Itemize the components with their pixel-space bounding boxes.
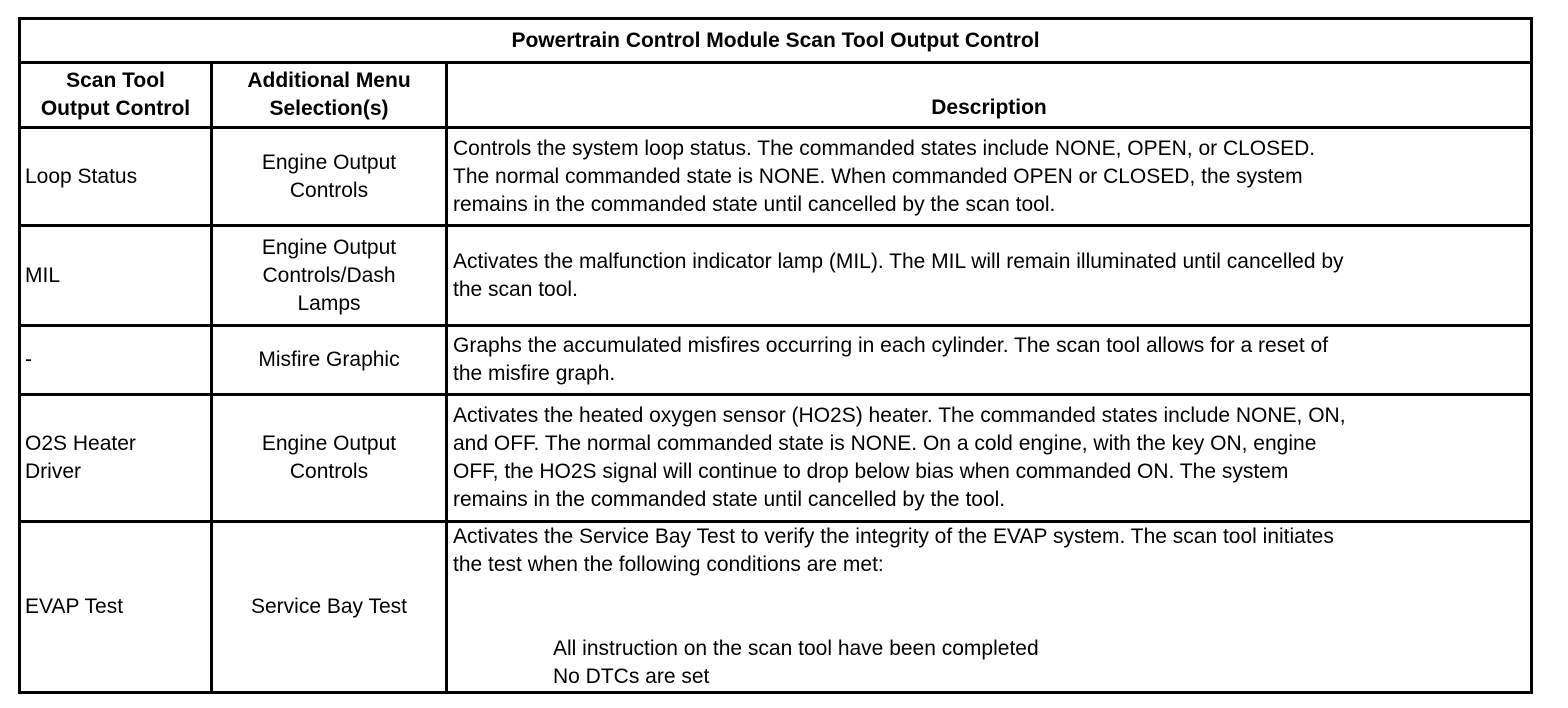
table-row bbox=[20, 326, 1532, 395]
description-cell: Activates the heated oxygen sensor (HO2S) heater. The commanded states include NONE, ON, and OFF. The normal commanded state is NONE. On a cold engine, with the key ON, engine OFF, the HO2S signal will continue to drop below bias when commanded ON. The system remains in the commanded state until cancelled by the tool. bbox=[447, 395, 1532, 522]
menu-cell: Service Bay Test bbox=[212, 522, 447, 693]
menu-cell: Engine Output Controls/Dash Lamps bbox=[212, 226, 447, 326]
header-additional-menu: Additional Menu Selection(s) bbox=[212, 63, 447, 128]
table-row bbox=[20, 522, 1532, 693]
conditions-list: All instruction on the scan tool have been completed No DTCs are set bbox=[553, 637, 1039, 688]
table-row bbox=[20, 226, 1532, 326]
header-description: Description bbox=[447, 63, 1532, 128]
description-cell: Activates the malfunction indicator lamp (MIL). The MIL will remain illuminated until cancelled by the scan tool. bbox=[447, 226, 1532, 326]
menu-cell: Misfire Graphic bbox=[212, 326, 447, 395]
table-row bbox=[20, 395, 1532, 522]
menu-cell: Engine Output Controls bbox=[212, 395, 447, 522]
header-scan-tool-output-control: Scan Tool Output Control bbox=[20, 63, 212, 128]
control-cell: Loop Status bbox=[20, 128, 212, 226]
description-cell: Controls the system loop status. The commanded states include NONE, OPEN, or CLOSED. The normal commanded state is NONE. When commanded OPEN or CLOSED, the system remains in the commanded state until cancelled by the scan tool. bbox=[447, 128, 1532, 226]
table-row bbox=[20, 128, 1532, 226]
control-cell: - bbox=[20, 326, 212, 395]
control-cell: EVAP Test bbox=[20, 522, 212, 693]
menu-cell: Engine Output Controls bbox=[212, 128, 447, 226]
output-control-table bbox=[18, 17, 1533, 694]
control-cell: O2S Heater Driver bbox=[20, 395, 212, 522]
table-title: Powertrain Control Module Scan Tool Output Control bbox=[20, 19, 1532, 63]
description-cell: Activates the Service Bay Test to verify the integrity of the EVAP system. The scan tool initiates the test when the following conditions are met: All instruction on the scan tool have been completed No DTCs are set bbox=[447, 522, 1532, 693]
control-cell: MIL bbox=[20, 226, 212, 326]
description-cell: Graphs the accumulated misfires occurring in each cylinder. The scan tool allows for a reset of the misfire graph. bbox=[447, 326, 1532, 395]
